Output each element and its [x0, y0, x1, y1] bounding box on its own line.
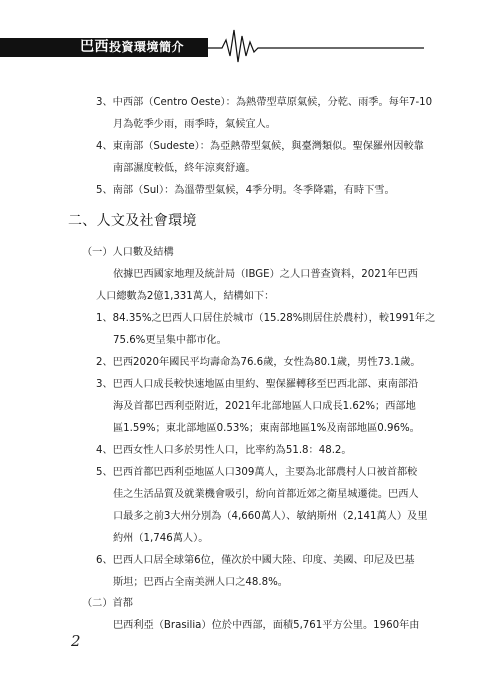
capital-subheading: （二）首都 — [82, 598, 133, 609]
header-title-subject: 投資環境簡介 — [109, 40, 185, 54]
population-item-6-line-2: 斯坦；巴西占全南美洲人口之48.8%。 — [113, 577, 288, 588]
climate-item-5-line-1: 5、南部（Sul）：為溫帶型氣候，4季分明。冬季降霜，有時下雪。 — [96, 185, 395, 196]
population-item-3-line-2: 海及首都巴西利亞附近，2021年北部地區人口成長1.62%；西部地 — [113, 401, 416, 412]
population-item-4-line-1: 4、巴西女性人口多於男性人口，比率約為51.8：48.2。 — [96, 445, 352, 456]
population-intro-line-1: 依據巴西國家地理及統計局（IBGE）之人口普查資料，2021年巴西 — [113, 269, 418, 280]
section-heading: 二、人文及社會環境 — [68, 213, 197, 229]
population-item-5-line-2: 佳之生活品質及就業機會吸引，紛向首都近郊之衛星城遷徙。巴西人 — [113, 489, 419, 500]
page-header — [0, 0, 480, 70]
population-item-5-line-4: 約州（1,746萬人）。 — [113, 533, 209, 544]
population-item-1-line-1: 1、84.35%之巴西人口居住於城市（15.28%則居住於農村），較1991年之 — [96, 313, 436, 324]
population-item-3-line-3: 區1.59%；東北部地區0.53%；東南部地區1%及南部地區0.96%。 — [113, 423, 420, 434]
population-item-3-line-1: 3、巴西人口成長較快速地區由里約、聖保羅轉移至巴西北部、東南部沿 — [96, 379, 419, 390]
header-title-country: 巴西 — [80, 39, 109, 55]
page-number: 2 — [71, 632, 81, 650]
climate-item-4-line-1: 4、東南部（Sudeste）：為亞熱帶型氣候，與臺灣類似。聖保羅州因較靠 — [96, 141, 424, 152]
population-intro-line-2: 人口總數為2億1,331萬人，結構如下： — [96, 291, 275, 302]
climate-item-3-line-2: 月為乾季少雨，雨季時，氣候宜人。 — [113, 119, 276, 130]
population-item-1-line-2: 75.6%更呈集中都市化。 — [113, 335, 227, 346]
population-item-5-line-1: 5、巴西首都巴西利亞地區人口309萬人，主要為北部農村人口被首都較 — [96, 467, 418, 478]
population-item-6-line-1: 6、巴西人口居全球第6位，僅次於中國大陸、印度、美國、印尼及巴基 — [96, 555, 415, 566]
population-item-2-line-1: 2、巴西2020年國民平均壽命為76.6歲，女性為80.1歲，男性73.1歲。 — [96, 357, 421, 368]
population-item-5-line-3: 口最多之前3大州分別為（4,660萬人）、敏納斯州（2,141萬人）及里 — [113, 511, 428, 522]
population-subheading: （一）人口數及結構 — [82, 247, 174, 258]
capital-text-line-1: 巴西利亞（Brasilia）位於中西部，面積5,761平方公里。1960年由 — [113, 620, 420, 631]
header-heartbeat-line — [0, 0, 480, 70]
climate-item-4-line-2: 南部濕度較低，終年涼爽舒適。 — [113, 163, 256, 174]
climate-item-3-line-1: 3、中西部（Centro Oeste）：為熱帶型草原氣候，分乾、雨季。每年7-10 — [96, 97, 433, 108]
